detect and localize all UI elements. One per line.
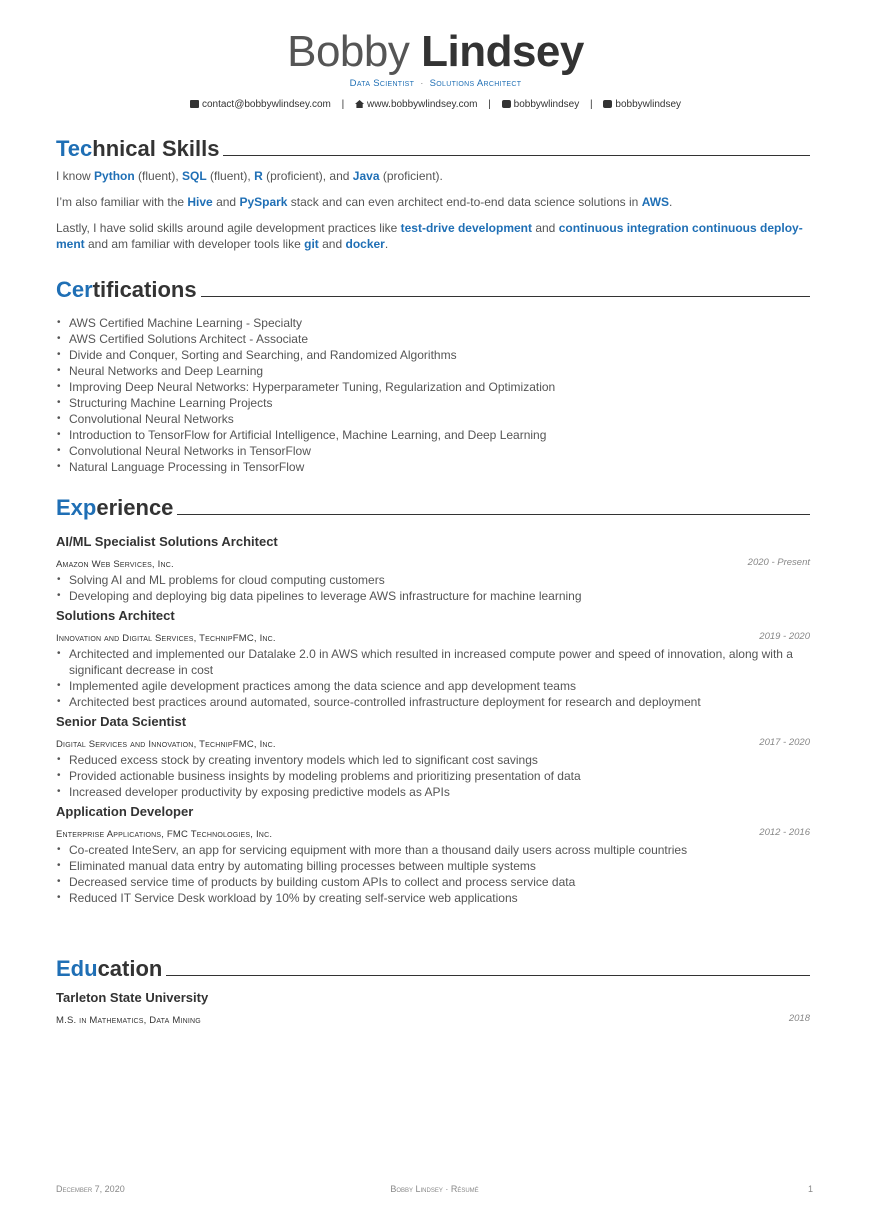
job-title: Senior Data Scientist xyxy=(56,714,187,729)
job-bullets xyxy=(56,572,810,604)
email-link[interactable] xyxy=(190,99,331,110)
section-title xyxy=(56,495,810,523)
job-meta xyxy=(56,824,810,842)
linkedin-link[interactable] xyxy=(603,99,681,110)
job-title: Solutions Architect xyxy=(56,608,175,623)
website-text: www.bobbywlindsey.com xyxy=(367,99,478,110)
job-meta xyxy=(56,628,810,646)
section-heading: Experience xyxy=(56,495,177,521)
contact-separator: | xyxy=(341,99,345,110)
position-data-scientist: Data Scientist xyxy=(349,78,415,89)
website-link[interactable] xyxy=(355,99,477,110)
section-rule xyxy=(56,975,810,976)
list-item: • Introduction to TensorFlow for Artificial Intelligence, Machine Learning, and Deep Learning xyxy=(56,427,810,443)
section-heading: Technical Skills xyxy=(56,136,223,162)
list-item: • Developing and deploying big data pipelines to leverage AWS infrastructure for machine learning xyxy=(56,588,810,604)
contact-separator: | xyxy=(488,99,491,110)
list-item: • Architected best practices around automated, source-controlled infrastructure deployment for research and deployment xyxy=(56,694,810,710)
footer-date: December 7, 2020 xyxy=(56,1184,125,1194)
list-item: • Provided actionable business insights by modeling problems and prioritizing presentation of data xyxy=(56,768,810,784)
github-icon xyxy=(502,100,511,108)
job-date: 2017 - 2020 xyxy=(759,737,810,748)
education-date: 2018 xyxy=(788,1013,810,1024)
footer-title: Bobby Lindsey · Résumé xyxy=(390,1184,479,1194)
list-item: • Neural Networks and Deep Learning xyxy=(56,363,810,379)
list-item: • Implemented agile development practices among the data science and app development teams xyxy=(56,678,810,694)
list-item: • Decreased service time of products by building custom APIs to collect and process service data xyxy=(56,874,810,890)
job-title: Application Developer xyxy=(56,804,194,819)
list-item: • Structuring Machine Learning Projects xyxy=(56,395,810,411)
list-item: • AWS Certified Machine Learning - Specialty xyxy=(56,315,810,331)
job-entry xyxy=(56,713,810,800)
list-item: • Natural Language Processing in TensorFlow xyxy=(56,459,810,475)
degree: M.S. in Mathematics, Data Mining xyxy=(56,1015,201,1026)
section-experience xyxy=(56,495,810,906)
certification-list xyxy=(56,315,810,475)
job-bullets xyxy=(56,842,810,906)
full-name xyxy=(0,26,871,78)
page-footer xyxy=(56,1184,813,1198)
job-meta xyxy=(56,554,810,572)
section-heading: Certifications xyxy=(56,277,201,303)
list-item: • Convolutional Neural Networks in TensorFlow xyxy=(56,443,810,459)
job-entry xyxy=(56,607,810,710)
contact-line xyxy=(0,99,871,110)
job-meta xyxy=(56,734,810,752)
job-organization: Digital Services and Innovation, TechnipFMC, Inc. xyxy=(56,739,276,750)
list-item: • Convolutional Neural Networks xyxy=(56,411,810,427)
list-item: • Solving AI and ML problems for cloud computing customers xyxy=(56,572,810,588)
section-technical-skills xyxy=(56,136,810,252)
house-icon xyxy=(355,100,364,108)
list-item: • Reduced IT Service Desk workload by 10% by creating self-service web applications xyxy=(56,890,810,906)
list-item: • Divide and Conquer, Sorting and Searching, and Randomized Algorithms xyxy=(56,347,810,363)
email-text: contact@bobbywlindsey.com xyxy=(201,99,331,110)
section-title xyxy=(56,277,810,305)
job-date: 2020 - Present xyxy=(747,557,810,568)
job-organization: Amazon Web Services, Inc. xyxy=(56,559,174,570)
section-title xyxy=(56,956,810,984)
linkedin-icon xyxy=(603,100,612,108)
section-title xyxy=(56,136,810,164)
github-link[interactable] xyxy=(502,99,580,110)
list-item: • Co-created InteServ, an app for servicing equipment with more than a thousand daily users across multiple countries xyxy=(56,842,810,858)
github-text: bobbywlindsey xyxy=(513,99,580,110)
position-separator: · xyxy=(420,78,424,89)
last-name: Lindsey xyxy=(421,27,584,76)
list-item: • AWS Certified Solutions Architect - Associate xyxy=(56,331,810,347)
job-bullets xyxy=(56,646,810,710)
job-date: 2019 - 2020 xyxy=(759,631,810,642)
contact-separator: | xyxy=(590,99,593,110)
job-title: AI/ML Specialist Solutions Architect xyxy=(56,534,278,549)
position-line xyxy=(0,78,871,89)
envelope-icon xyxy=(190,100,199,108)
education-entry xyxy=(56,989,810,1028)
list-item: • Increased developer productivity by exposing predictive models as APIs xyxy=(56,784,810,800)
resume-header xyxy=(0,26,871,110)
section-education xyxy=(56,956,810,1028)
job-organization: Innovation and Digital Services, TechnipFMC, Inc. xyxy=(56,633,276,644)
skills-paragraph-3: Lastly, I have solid skills around agile development practices like test-drive development and continuous integration continuous deploy- ment and am familiar with developer tools like git and docker. xyxy=(56,221,803,251)
job-organization: Enterprise Applications, FMC Technologies, Inc. xyxy=(56,829,273,840)
skills-paragraph-1: I know Python (fluent), SQL (fluent), R (proficient), and Java (proficient). xyxy=(56,169,443,183)
list-item: • Improving Deep Neural Networks: Hyperparameter Tuning, Regularization and Optimization xyxy=(56,379,810,395)
linkedin-text: bobbywlindsey xyxy=(615,99,682,110)
section-heading: Education xyxy=(56,956,166,982)
job-entry xyxy=(56,803,810,906)
section-certifications xyxy=(56,277,810,475)
list-item: • Eliminated manual data entry by automating billing processes between multiple systems xyxy=(56,858,810,874)
page-number: 1 xyxy=(807,1184,813,1194)
skills-paragraph-2: I’m also familiar with the Hive and PySpark stack and can even architect end-to-end data science solutions in AWS. xyxy=(56,195,673,209)
list-item: • Architected and implemented our Datalake 2.0 in AWS which resulted in increased compute power and speed of innovation, along with a significant decrease in cost xyxy=(56,646,810,678)
job-entry xyxy=(56,533,810,604)
position-solutions-architect: Solutions Architect xyxy=(429,78,522,89)
school-name: Tarleton State University xyxy=(56,990,209,1005)
job-date: 2012 - 2016 xyxy=(759,827,810,838)
first-name: Bobby xyxy=(287,27,410,76)
job-bullets xyxy=(56,752,810,800)
education-meta xyxy=(56,1010,810,1028)
list-item: • Reduced excess stock by creating inventory models which led to significant cost savings xyxy=(56,752,810,768)
